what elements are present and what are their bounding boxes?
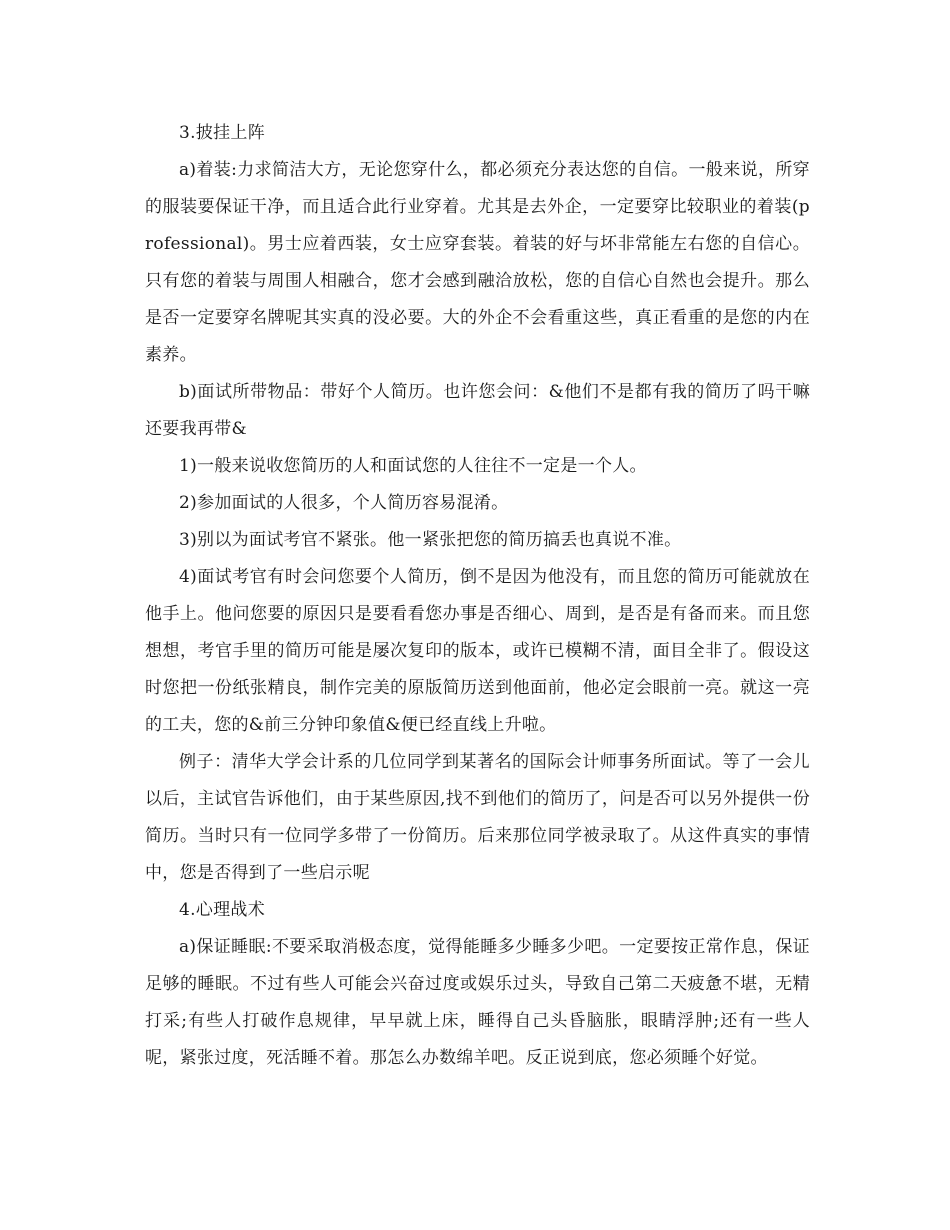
example-paragraph: 例子：清华大学会计系的几位同学到某著名的国际会计师事务所面试。等了一会儿以后，主试官告诉他们，由于某些原因,找不到他们的简历了，问是否可以另外提供一份简历。当时只有一位同学多带了一份简历。后来那位同学被录取了。从这件真实的事情中，您是否得到了一些启示呢 xyxy=(145,752,810,883)
paragraph: a)保证睡眠:不要采取消极态度，觉得能睡多少睡多少吧。一定要按正常作息，保证足够的睡眠。不过有些人可能会兴奋过度或娱乐过头，导致自己第二天疲惫不堪，无精打采;有些人打破作息规律，早早就上床，睡得自己头昏脑胀，眼睛浮肿;还有一些人呢，紧张过度，死活睡不着。那怎么办数绵羊吧。反正说到底，您必须睡个好觉。 xyxy=(145,937,810,1068)
paragraph: a)着装:力求简洁大方，无论您穿什么，都必须充分表达您的自信。一般来说，所穿的服装要保证干净，而且适合此行业穿着。尤其是去外企，一定要穿比较职业的着装(professional)。男士应着西装，女士应穿套装。着装的好与坏非常能左右您的自信心。只有您的着装与周围人相融合，您才会感到融洽放松，您的自信心自然也会提升。那么是否一定要穿名牌呢其实真的没必要。大的外企不会看重这些，真正看重的是您的内在素养。 xyxy=(145,160,810,365)
paragraph: b)面试所带物品：带好个人简历。也许您会问：&他们不是都有我的简历了吗干嘛还要我再带& xyxy=(145,382,810,439)
section-heading: 3.披挂上阵 xyxy=(179,123,266,143)
section-heading: 4.心理战术 xyxy=(179,900,266,920)
list-item: 1)一般来说收您简历的人和面试您的人往往不一定是一个人。 xyxy=(179,456,647,476)
list-item: 2)参加面试的人很多，个人简历容易混淆。 xyxy=(179,493,509,513)
list-item: 4)面试考官有时会问您要个人简历，倒不是因为他没有，而且您的简历可能就放在他手上。他问您要的原因只是要看看您办事是否细心、周到，是否是有备而来。而且您想想，考官手里的简历可能是屡次复印的版本，或许已模糊不清，面目全非了。假设这时您把一份纸张精良，制作完美的原版简历送到他面前，他必定会眼前一亮。就这一亮的工夫，您的&前三分钟印象值&便已经直线上升啦。 xyxy=(145,567,810,735)
document-body xyxy=(145,115,810,1077)
list-item: 3)别以为面试考官不紧张。他一紧张把您的简历搞丢也真说不准。 xyxy=(179,530,682,550)
